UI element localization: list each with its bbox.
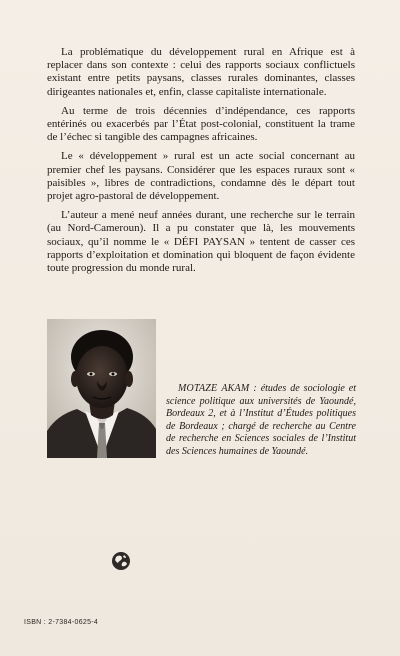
- blurb-paragraph-2: Au terme de trois décennies d’indépendance, ces rapports entérinés ou exacerbés par l’État post-colonial, constituent la trame de l’échec si tangible des campagnes africaines.: [47, 104, 355, 144]
- blurb-paragraph-1: La problématique du développement rural en Afrique est à replacer dans son contexte : celui des rapports sociaux conflictuels existant entre petits paysans, classes rurales dominantes, classes dirigeantes nationales et, enfin, classe capitaliste internationale.: [47, 46, 355, 98]
- blurb-paragraph-3: Le « développement » rural est un acte social concernant au premier chef les paysans. Considérer que les espaces ruraux sont « paisibles », libres de contradictions, condamne dès le départ tout projet agro-pastoral de développement.: [47, 150, 355, 203]
- blurb-text: [47, 46, 355, 281]
- isbn-label: ISBN : 2-7384-0625-4: [24, 619, 99, 626]
- globe-icon: [111, 551, 131, 571]
- blurb-paragraph-4: L’auteur a mené neuf années durant, une recherche sur le terrain (au Nord-Cameroun). Il a pu constater que là, les mouvements sociaux, qu’il nomme le « DÉFI PAYSAN » tentent de casser ces rapports d’exploitation et domination qui bloquent de façon évidente toute progression du monde rural.: [47, 209, 355, 275]
- author-name: MOTAZE AKAM: [178, 383, 250, 394]
- author-bio: [166, 383, 356, 458]
- author-bio-text: : études de sociologie et science politique aux universités de Yaoundé, Bordeaux 2, et à l’Institut d’Études politiques de Bordeaux ; chargé de recherche au Centre de recherche en Sciences sociales de l’Institut des Sciences humaines de Yaoundé.: [166, 383, 357, 457]
- author-photo: [47, 319, 156, 458]
